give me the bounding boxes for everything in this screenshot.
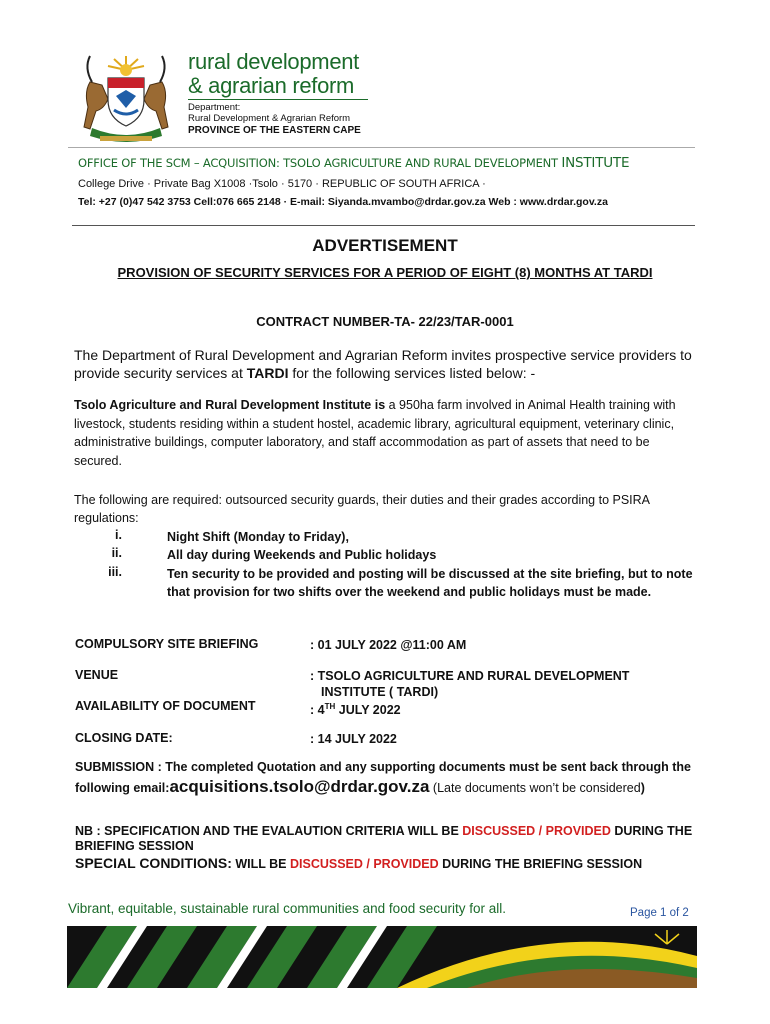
- title-line-2: & agrarian reform: [188, 73, 355, 98]
- venue-value: : TSOLO AGRICULTURE AND RURAL DEVELOPMENT: [310, 669, 630, 683]
- office-line: [78, 155, 629, 171]
- list-item: Night Shift (Monday to Friday),: [167, 530, 349, 544]
- special-text-end: DURING THE BRIEFING SESSION: [438, 857, 643, 871]
- nb-text: NB : SPECIFICATION AND THE EVALAUTION CRITERIA WILL BE: [75, 824, 463, 838]
- coat-of-arms-logo: [70, 52, 182, 144]
- contract-number: CONTRACT NUMBER-TA- 22/23/TAR-0001: [256, 314, 514, 329]
- requirements-intro: The following are required: outsourced security guards, their duties and their grades according to PSIRA regulations:: [74, 493, 650, 525]
- availability-value: [310, 699, 401, 718]
- special-conditions: [75, 855, 700, 872]
- submission-paragraph: [75, 758, 695, 798]
- submission-note: (Late documents won’t be considered: [429, 781, 641, 795]
- header-divider-bottom: [72, 225, 695, 226]
- special-highlight: DISCUSSED / PROVIDED: [289, 857, 439, 871]
- office-end-text: INSTITUTE: [561, 155, 630, 171]
- intro-text-end: for the following services listed below: -: [288, 365, 536, 381]
- closing-date-value: : 14 JULY 2022: [310, 732, 397, 746]
- intro-bold: TARDI: [246, 365, 289, 381]
- intro-text: The Department of Rural Development and Agrarian Reform invites prospective service providers to provide security services at: [74, 347, 692, 381]
- availability-label: AVAILABILITY OF DOCUMENT: [75, 699, 256, 713]
- contact-line: Tel: +27 (0)47 542 3753 Cell:076 665 2148 · E-mail: Siyanda.mvambo@drdar.gov.za Web : www.drdar.gov.za: [78, 196, 608, 208]
- intro-paragraph: [74, 346, 704, 382]
- header-divider-top: [68, 147, 695, 148]
- title-divider: [188, 99, 368, 100]
- address-line: College Drive · Private Bag X1008 ·Tsolo · 5170 · REPUBLIC OF SOUTH AFRICA ·: [78, 178, 486, 190]
- nb-highlight: DISCUSSED / PROVIDED: [462, 824, 611, 838]
- availability-text: : 4: [310, 703, 325, 718]
- venue-value-line-2: INSTITUTE ( TARDI): [321, 685, 439, 699]
- list-item: Ten security to be provided and posting will be discussed at the site briefing, but to note that provision for two shifts over the weekend and public holidays must be made.: [167, 567, 693, 599]
- department-label: Department:: [188, 102, 241, 113]
- list-item-number: iii.: [108, 565, 122, 579]
- briefing-value: : 01 JULY 2022 @11:00 AM: [310, 638, 467, 652]
- list-item: All day during Weekends and Public holidays: [167, 548, 437, 562]
- department-name: Rural Development & Agrarian Reform: [188, 113, 351, 124]
- availability-superscript: TH: [324, 702, 336, 711]
- briefing-label: COMPULSORY SITE BRIEFING: [75, 637, 259, 651]
- description-text: a 950ha farm involved in Animal Health training with livestock, students residing within a student hostel, academic library, agricultural equipment, veterinary clinic, administrative buildings, computer laboratory, and staff accommodation as part of assets that need to be secured.: [74, 398, 676, 468]
- venue-label: VENUE: [75, 668, 119, 682]
- nb-paragraph: [75, 824, 700, 854]
- submission-email-link[interactable]: acquisitions.tsolo@drdar.gov.za: [169, 777, 430, 796]
- title-line-1: rural development: [188, 49, 359, 74]
- nb-text-end: DURING THE BRIEFING SESSION: [75, 824, 693, 853]
- province-name: PROVINCE OF THE EASTERN CAPE: [188, 125, 361, 136]
- page-number: Page 1 of 2: [630, 907, 689, 919]
- list-item-number: ii.: [111, 546, 122, 560]
- submission-text: SUBMISSION : The completed Quotation and any supporting documents must be sent back through the following email:: [75, 760, 692, 795]
- description-bold: Tsolo Agriculture and Rural Development Institute is: [74, 398, 386, 412]
- list-item-number: i.: [115, 528, 122, 542]
- closing-date-label: CLOSING DATE:: [75, 731, 173, 745]
- office-main-text: OFFICE OF THE SCM – ACQUISITION: TSOLO AGRICULTURE AND RURAL DEVELOPMENT: [78, 156, 558, 170]
- special-text: WILL BE: [231, 857, 290, 871]
- special-conditions-heading: SPECIAL CONDITIONS:: [75, 855, 232, 871]
- availability-text-end: JULY 2022: [335, 703, 401, 718]
- institute-description: [74, 396, 699, 470]
- advertisement-heading: ADVERTISEMENT: [312, 236, 458, 255]
- footer-banner-graphic: [67, 926, 697, 988]
- footer-slogan: Vibrant, equitable, sustainable rural communities and food security for all.: [68, 901, 506, 916]
- tender-subheading: PROVISION OF SECURITY SERVICES FOR A PERIOD OF EIGHT (8) MONTHS AT TARDI: [117, 265, 653, 280]
- submission-close: ): [640, 781, 645, 795]
